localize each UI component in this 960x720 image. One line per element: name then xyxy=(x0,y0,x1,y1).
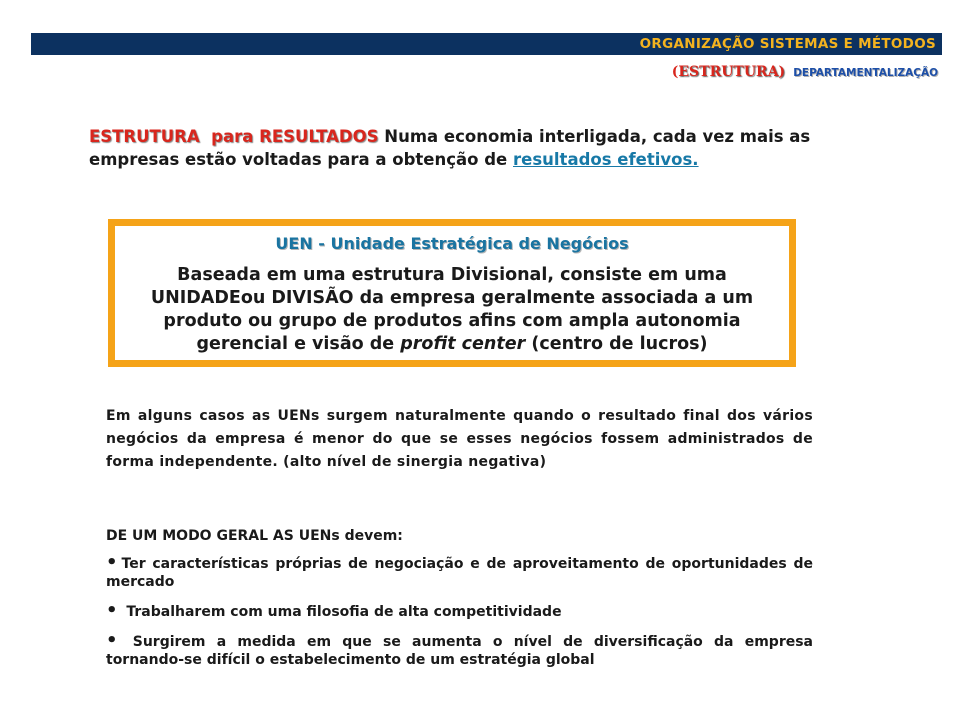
subtitle-departamentalizacao: DEPARTAMENTALIZAÇÃO xyxy=(793,67,938,79)
intro-resultados: RESULTADOS xyxy=(259,127,379,146)
uen-text-italic: profit center xyxy=(400,334,526,354)
uen-text-main: Baseada em uma estrutura Divisional, consiste em uma UNIDADEou DIVISÃO da empresa geralmente associada a um produto ou grupo de produtos afins com ampla autonomia gerencial e visão de xyxy=(150,265,754,354)
list-heading: DE UM MODO GERAL AS UENs devem: xyxy=(106,528,403,544)
list-item xyxy=(106,602,813,621)
list-item xyxy=(106,554,813,591)
section-subtitle xyxy=(672,61,938,80)
bullet-icon: • xyxy=(106,630,118,651)
intro-text: Numa economia interligada, cada vez mais as empresas estão voltadas para a obtenção de xyxy=(89,127,811,169)
bullet-text: Trabalharem com uma filosofia de alta competitividade xyxy=(121,604,562,620)
subtitle-paren: ( xyxy=(671,64,679,80)
uen-title: UEN - Unidade Estratégica de Negócios xyxy=(275,234,629,253)
uen-text-end: (centro de lucros) xyxy=(525,334,708,354)
resultados-link[interactable]: resultados efetivos. xyxy=(513,150,699,169)
list-item xyxy=(106,632,813,669)
uen-definition-box xyxy=(108,219,796,367)
bullet-text: Ter características próprias de negociação e de aproveitamento de oportunidades de mercado xyxy=(106,556,813,590)
uen-explanation-paragraph: Em alguns casos as UENs surgem naturalmente quando o resultado final dos vários negócios da empresa é menor do que se esses negócios fossem administrados de forma independente. (alto nível de sinergia negativa) xyxy=(106,408,813,470)
intro-paragraph xyxy=(89,125,814,171)
bullet-icon: • xyxy=(106,600,118,621)
subtitle-estrutura: ESTRUTURA) xyxy=(678,64,786,80)
header-bar xyxy=(31,33,942,55)
header-title: ORGANIZAÇÃO SISTEMAS E MÉTODOS xyxy=(639,36,936,52)
bullet-text: Surgirem a medida em que se aumenta o nível de diversificação da empresa tornando-se difícil o estabelecimento de um estratégia global xyxy=(106,634,813,668)
intro-para: para xyxy=(211,127,254,146)
bullet-icon: • xyxy=(106,552,118,573)
uen-bullet-list xyxy=(106,554,813,680)
intro-estrutura: ESTRUTURA xyxy=(89,127,200,146)
uen-text xyxy=(115,264,789,356)
